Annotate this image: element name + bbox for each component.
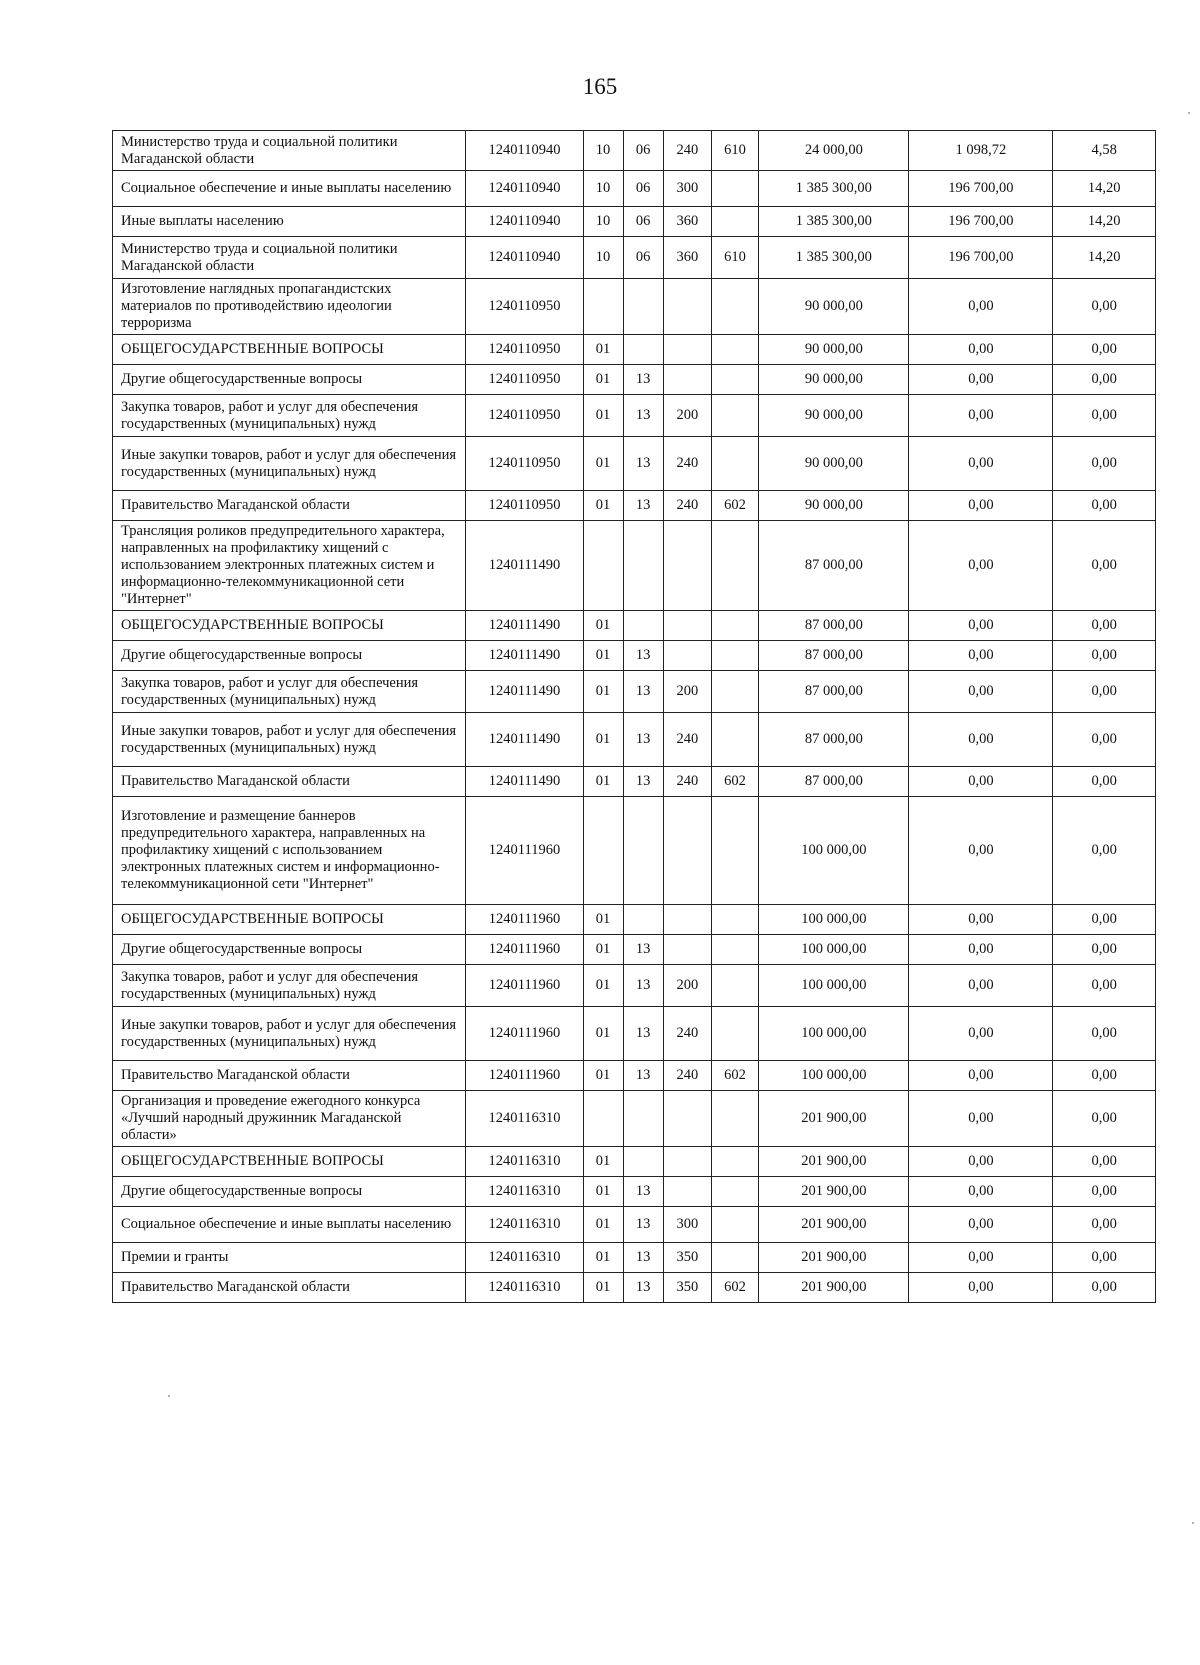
row-subsection-cell xyxy=(623,611,663,641)
row-expense-type-cell: 240 xyxy=(664,437,712,491)
row-fact-amount-cell: 0,00 xyxy=(909,1207,1053,1243)
row-percent-cell: 0,00 xyxy=(1053,935,1156,965)
row-section-cell: 01 xyxy=(583,905,623,935)
row-subsection-cell xyxy=(623,335,663,365)
row-fact-amount-cell: 0,00 xyxy=(909,1177,1053,1207)
row-percent-cell: 0,00 xyxy=(1053,611,1156,641)
row-code-cell: 1240110940 xyxy=(466,207,583,237)
table-row xyxy=(113,131,1156,171)
row-name-cell: Закупка товаров, работ и услуг для обеспечения государственных (муниципальных) нужд xyxy=(113,395,466,437)
row-section-cell: 01 xyxy=(583,611,623,641)
row-name-cell: ОБЩЕГОСУДАРСТВЕННЫЕ ВОПРОСЫ xyxy=(113,905,466,935)
row-grbs-cell xyxy=(711,1147,759,1177)
row-section-cell: 01 xyxy=(583,1061,623,1091)
table-row xyxy=(113,935,1156,965)
row-fact-amount-cell: 1 098,72 xyxy=(909,131,1053,171)
row-code-cell: 1240111960 xyxy=(466,905,583,935)
row-fact-amount-cell: 0,00 xyxy=(909,395,1053,437)
row-plan-amount-cell: 1 385 300,00 xyxy=(759,171,909,207)
row-section-cell: 01 xyxy=(583,1243,623,1273)
row-name-cell: Иные закупки товаров, работ и услуг для обеспечения государственных (муниципальных) нужд xyxy=(113,713,466,767)
row-plan-amount-cell: 87 000,00 xyxy=(759,611,909,641)
row-name-cell: Правительство Магаданской области xyxy=(113,1061,466,1091)
row-grbs-cell xyxy=(711,437,759,491)
row-section-cell xyxy=(583,521,623,611)
row-code-cell: 1240110940 xyxy=(466,131,583,171)
row-subsection-cell: 13 xyxy=(623,1007,663,1061)
page-number: 165 xyxy=(582,74,618,99)
row-subsection-cell: 13 xyxy=(623,965,663,1007)
row-percent-cell: 0,00 xyxy=(1053,905,1156,935)
row-expense-type-cell xyxy=(664,521,712,611)
row-fact-amount-cell: 0,00 xyxy=(909,797,1053,905)
row-plan-amount-cell: 87 000,00 xyxy=(759,713,909,767)
row-subsection-cell: 13 xyxy=(623,767,663,797)
table-row xyxy=(113,671,1156,713)
row-section-cell: 01 xyxy=(583,713,623,767)
row-expense-type-cell xyxy=(664,797,712,905)
row-percent-cell: 0,00 xyxy=(1053,797,1156,905)
row-name-cell: Трансляция роликов предупредительного характера, направленных на профилактику хищений с использованием электронных платежных систем и информационно-телекоммуникационной сети "Интернет" xyxy=(113,521,466,611)
row-expense-type-cell: 200 xyxy=(664,671,712,713)
row-expense-type-cell xyxy=(664,365,712,395)
row-expense-type-cell xyxy=(664,335,712,365)
row-subsection-cell: 13 xyxy=(623,365,663,395)
row-section-cell: 01 xyxy=(583,641,623,671)
row-plan-amount-cell: 100 000,00 xyxy=(759,905,909,935)
table-row xyxy=(113,713,1156,767)
row-code-cell: 1240111490 xyxy=(466,611,583,641)
row-grbs-cell xyxy=(711,641,759,671)
row-plan-amount-cell: 90 000,00 xyxy=(759,279,909,335)
row-name-cell: Другие общегосударственные вопросы xyxy=(113,365,466,395)
row-subsection-cell: 13 xyxy=(623,1061,663,1091)
row-grbs-cell: 602 xyxy=(711,491,759,521)
row-percent-cell: 0,00 xyxy=(1053,1007,1156,1061)
row-section-cell xyxy=(583,279,623,335)
row-grbs-cell xyxy=(711,335,759,365)
row-expense-type-cell: 240 xyxy=(664,491,712,521)
row-percent-cell: 0,00 xyxy=(1053,671,1156,713)
row-percent-cell: 0,00 xyxy=(1053,1091,1156,1147)
row-name-cell: Социальное обеспечение и иные выплаты населению xyxy=(113,1207,466,1243)
row-code-cell: 1240116310 xyxy=(466,1273,583,1303)
row-code-cell: 1240110950 xyxy=(466,491,583,521)
row-name-cell: Министерство труда и социальной политики Магаданской области xyxy=(113,131,466,171)
table-row xyxy=(113,1007,1156,1061)
row-code-cell: 1240110950 xyxy=(466,335,583,365)
row-fact-amount-cell: 196 700,00 xyxy=(909,207,1053,237)
row-code-cell: 1240111490 xyxy=(466,713,583,767)
row-code-cell: 1240110940 xyxy=(466,237,583,279)
row-grbs-cell xyxy=(711,1207,759,1243)
row-subsection-cell: 06 xyxy=(623,131,663,171)
row-fact-amount-cell: 0,00 xyxy=(909,671,1053,713)
row-grbs-cell xyxy=(711,521,759,611)
table-row xyxy=(113,1273,1156,1303)
row-subsection-cell xyxy=(623,1147,663,1177)
scan-speck xyxy=(168,1395,170,1397)
row-subsection-cell xyxy=(623,905,663,935)
row-subsection-cell: 06 xyxy=(623,237,663,279)
row-plan-amount-cell: 90 000,00 xyxy=(759,395,909,437)
row-expense-type-cell xyxy=(664,935,712,965)
row-section-cell: 01 xyxy=(583,1207,623,1243)
row-subsection-cell xyxy=(623,279,663,335)
row-percent-cell: 0,00 xyxy=(1053,279,1156,335)
row-code-cell: 1240110950 xyxy=(466,279,583,335)
row-plan-amount-cell: 90 000,00 xyxy=(759,491,909,521)
row-section-cell: 10 xyxy=(583,207,623,237)
row-subsection-cell: 13 xyxy=(623,1273,663,1303)
row-grbs-cell xyxy=(711,171,759,207)
row-code-cell: 1240110950 xyxy=(466,395,583,437)
row-subsection-cell: 13 xyxy=(623,491,663,521)
row-percent-cell: 0,00 xyxy=(1053,437,1156,491)
row-grbs-cell xyxy=(711,1007,759,1061)
row-expense-type-cell: 240 xyxy=(664,713,712,767)
row-percent-cell: 14,20 xyxy=(1053,171,1156,207)
row-name-cell: Закупка товаров, работ и услуг для обеспечения государственных (муниципальных) нужд xyxy=(113,671,466,713)
row-name-cell: Иные закупки товаров, работ и услуг для обеспечения государственных (муниципальных) нужд xyxy=(113,1007,466,1061)
row-section-cell: 01 xyxy=(583,671,623,713)
row-code-cell: 1240111490 xyxy=(466,521,583,611)
row-section-cell: 01 xyxy=(583,965,623,1007)
row-fact-amount-cell: 0,00 xyxy=(909,905,1053,935)
row-expense-type-cell: 350 xyxy=(664,1273,712,1303)
row-expense-type-cell: 240 xyxy=(664,131,712,171)
table-row xyxy=(113,171,1156,207)
row-plan-amount-cell: 100 000,00 xyxy=(759,1061,909,1091)
row-section-cell: 10 xyxy=(583,171,623,207)
row-grbs-cell xyxy=(711,365,759,395)
row-grbs-cell: 602 xyxy=(711,1273,759,1303)
row-expense-type-cell: 300 xyxy=(664,171,712,207)
row-section-cell: 01 xyxy=(583,1177,623,1207)
row-code-cell: 1240110950 xyxy=(466,365,583,395)
row-fact-amount-cell: 0,00 xyxy=(909,279,1053,335)
row-grbs-cell xyxy=(711,671,759,713)
row-fact-amount-cell: 0,00 xyxy=(909,491,1053,521)
row-code-cell: 1240111960 xyxy=(466,935,583,965)
row-subsection-cell xyxy=(623,521,663,611)
table-row xyxy=(113,767,1156,797)
row-grbs-cell xyxy=(711,279,759,335)
row-code-cell: 1240111490 xyxy=(466,671,583,713)
row-fact-amount-cell: 0,00 xyxy=(909,1007,1053,1061)
row-fact-amount-cell: 0,00 xyxy=(909,641,1053,671)
row-plan-amount-cell: 201 900,00 xyxy=(759,1207,909,1243)
row-code-cell: 1240116310 xyxy=(466,1243,583,1273)
row-grbs-cell: 610 xyxy=(711,237,759,279)
row-section-cell: 10 xyxy=(583,131,623,171)
scan-speck xyxy=(1188,112,1190,114)
row-fact-amount-cell: 0,00 xyxy=(909,1243,1053,1273)
row-subsection-cell: 13 xyxy=(623,395,663,437)
row-fact-amount-cell: 0,00 xyxy=(909,1091,1053,1147)
row-percent-cell: 0,00 xyxy=(1053,713,1156,767)
row-section-cell: 01 xyxy=(583,1147,623,1177)
row-name-cell: Иные выплаты населению xyxy=(113,207,466,237)
table-row xyxy=(113,395,1156,437)
row-expense-type-cell: 240 xyxy=(664,1007,712,1061)
row-plan-amount-cell: 201 900,00 xyxy=(759,1177,909,1207)
row-grbs-cell xyxy=(711,905,759,935)
row-percent-cell: 0,00 xyxy=(1053,767,1156,797)
row-subsection-cell: 13 xyxy=(623,1177,663,1207)
row-name-cell: Правительство Магаданской области xyxy=(113,491,466,521)
row-plan-amount-cell: 90 000,00 xyxy=(759,365,909,395)
row-plan-amount-cell: 87 000,00 xyxy=(759,521,909,611)
row-section-cell: 01 xyxy=(583,335,623,365)
row-grbs-cell: 602 xyxy=(711,767,759,797)
row-percent-cell: 0,00 xyxy=(1053,965,1156,1007)
row-percent-cell: 0,00 xyxy=(1053,1273,1156,1303)
row-fact-amount-cell: 0,00 xyxy=(909,335,1053,365)
row-grbs-cell xyxy=(711,611,759,641)
table-row xyxy=(113,279,1156,335)
table-row xyxy=(113,1177,1156,1207)
row-percent-cell: 0,00 xyxy=(1053,1061,1156,1091)
row-percent-cell: 0,00 xyxy=(1053,365,1156,395)
row-section-cell: 01 xyxy=(583,365,623,395)
scan-speck xyxy=(1192,1522,1194,1524)
row-expense-type-cell: 200 xyxy=(664,965,712,1007)
table-row xyxy=(113,491,1156,521)
row-code-cell: 1240116310 xyxy=(466,1207,583,1243)
row-name-cell: Изготовление и размещение баннеров предупредительного характера, направленных на профилактику хищений с использованием электронных платежных систем и информационно-телекоммуникационной сети "Интернет" xyxy=(113,797,466,905)
row-name-cell: ОБЩЕГОСУДАРСТВЕННЫЕ ВОПРОСЫ xyxy=(113,1147,466,1177)
row-plan-amount-cell: 1 385 300,00 xyxy=(759,237,909,279)
budget-table xyxy=(112,130,1156,1303)
row-expense-type-cell: 240 xyxy=(664,1061,712,1091)
row-percent-cell: 0,00 xyxy=(1053,1243,1156,1273)
row-fact-amount-cell: 0,00 xyxy=(909,1147,1053,1177)
row-grbs-cell xyxy=(711,395,759,437)
row-name-cell: Другие общегосударственные вопросы xyxy=(113,641,466,671)
row-percent-cell: 0,00 xyxy=(1053,1177,1156,1207)
row-section-cell: 01 xyxy=(583,437,623,491)
row-fact-amount-cell: 0,00 xyxy=(909,1273,1053,1303)
row-name-cell: Правительство Магаданской области xyxy=(113,767,466,797)
row-grbs-cell xyxy=(711,1091,759,1147)
row-fact-amount-cell: 196 700,00 xyxy=(909,237,1053,279)
row-grbs-cell xyxy=(711,1243,759,1273)
table-row xyxy=(113,237,1156,279)
row-fact-amount-cell: 0,00 xyxy=(909,935,1053,965)
table-row xyxy=(113,1207,1156,1243)
row-section-cell: 01 xyxy=(583,767,623,797)
table-row xyxy=(113,1243,1156,1273)
row-fact-amount-cell: 0,00 xyxy=(909,521,1053,611)
row-plan-amount-cell: 24 000,00 xyxy=(759,131,909,171)
row-grbs-cell xyxy=(711,965,759,1007)
table-row xyxy=(113,207,1156,237)
row-name-cell: Иные закупки товаров, работ и услуг для обеспечения государственных (муниципальных) нужд xyxy=(113,437,466,491)
row-section-cell: 01 xyxy=(583,935,623,965)
row-code-cell: 1240110950 xyxy=(466,437,583,491)
row-section-cell: 01 xyxy=(583,491,623,521)
row-grbs-cell xyxy=(711,935,759,965)
table-row xyxy=(113,797,1156,905)
row-plan-amount-cell: 100 000,00 xyxy=(759,935,909,965)
row-section-cell: 10 xyxy=(583,237,623,279)
row-section-cell: 01 xyxy=(583,395,623,437)
row-plan-amount-cell: 201 900,00 xyxy=(759,1147,909,1177)
row-name-cell: Закупка товаров, работ и услуг для обеспечения государственных (муниципальных) нужд xyxy=(113,965,466,1007)
row-subsection-cell: 06 xyxy=(623,207,663,237)
row-name-cell: ОБЩЕГОСУДАРСТВЕННЫЕ ВОПРОСЫ xyxy=(113,611,466,641)
row-code-cell: 1240111960 xyxy=(466,1007,583,1061)
row-percent-cell: 0,00 xyxy=(1053,1207,1156,1243)
table-row xyxy=(113,521,1156,611)
row-fact-amount-cell: 0,00 xyxy=(909,1061,1053,1091)
row-percent-cell: 0,00 xyxy=(1053,641,1156,671)
row-code-cell: 1240116310 xyxy=(466,1177,583,1207)
row-grbs-cell: 610 xyxy=(711,131,759,171)
row-expense-type-cell xyxy=(664,641,712,671)
row-plan-amount-cell: 87 000,00 xyxy=(759,767,909,797)
table-row xyxy=(113,365,1156,395)
row-percent-cell: 0,00 xyxy=(1053,521,1156,611)
row-expense-type-cell xyxy=(664,611,712,641)
row-section-cell xyxy=(583,1091,623,1147)
row-plan-amount-cell: 1 385 300,00 xyxy=(759,207,909,237)
row-plan-amount-cell: 100 000,00 xyxy=(759,1007,909,1061)
row-expense-type-cell: 240 xyxy=(664,767,712,797)
row-code-cell: 1240111960 xyxy=(466,1061,583,1091)
row-plan-amount-cell: 87 000,00 xyxy=(759,641,909,671)
row-section-cell: 01 xyxy=(583,1007,623,1061)
row-plan-amount-cell: 100 000,00 xyxy=(759,965,909,1007)
row-expense-type-cell xyxy=(664,1177,712,1207)
row-fact-amount-cell: 0,00 xyxy=(909,767,1053,797)
row-name-cell: Изготовление наглядных пропагандистских материалов по противодействию идеологии терроризма xyxy=(113,279,466,335)
row-percent-cell: 14,20 xyxy=(1053,237,1156,279)
row-code-cell: 1240111960 xyxy=(466,965,583,1007)
table-row xyxy=(113,641,1156,671)
table-row xyxy=(113,1061,1156,1091)
row-percent-cell: 0,00 xyxy=(1053,335,1156,365)
row-subsection-cell xyxy=(623,797,663,905)
row-expense-type-cell: 360 xyxy=(664,237,712,279)
table-row xyxy=(113,335,1156,365)
row-fact-amount-cell: 0,00 xyxy=(909,611,1053,641)
row-percent-cell: 0,00 xyxy=(1053,491,1156,521)
row-name-cell: Другие общегосударственные вопросы xyxy=(113,935,466,965)
row-expense-type-cell: 200 xyxy=(664,395,712,437)
row-fact-amount-cell: 0,00 xyxy=(909,713,1053,767)
row-expense-type-cell xyxy=(664,1147,712,1177)
row-name-cell: Премии и гранты xyxy=(113,1243,466,1273)
row-expense-type-cell: 350 xyxy=(664,1243,712,1273)
table-row xyxy=(113,1091,1156,1147)
row-plan-amount-cell: 201 900,00 xyxy=(759,1273,909,1303)
row-plan-amount-cell: 201 900,00 xyxy=(759,1243,909,1273)
row-name-cell: Другие общегосударственные вопросы xyxy=(113,1177,466,1207)
row-name-cell: Правительство Магаданской области xyxy=(113,1273,466,1303)
row-plan-amount-cell: 87 000,00 xyxy=(759,671,909,713)
table-row xyxy=(113,905,1156,935)
row-code-cell: 1240111960 xyxy=(466,797,583,905)
row-name-cell: ОБЩЕГОСУДАРСТВЕННЫЕ ВОПРОСЫ xyxy=(113,335,466,365)
row-percent-cell: 4,58 xyxy=(1053,131,1156,171)
row-name-cell: Социальное обеспечение и иные выплаты населению xyxy=(113,171,466,207)
row-subsection-cell: 06 xyxy=(623,171,663,207)
row-percent-cell: 14,20 xyxy=(1053,207,1156,237)
row-subsection-cell: 13 xyxy=(623,1243,663,1273)
table-row xyxy=(113,965,1156,1007)
row-subsection-cell: 13 xyxy=(623,641,663,671)
row-grbs-cell xyxy=(711,713,759,767)
table-row xyxy=(113,437,1156,491)
row-plan-amount-cell: 90 000,00 xyxy=(759,437,909,491)
row-code-cell: 1240116310 xyxy=(466,1147,583,1177)
row-expense-type-cell xyxy=(664,279,712,335)
row-plan-amount-cell: 100 000,00 xyxy=(759,797,909,905)
row-subsection-cell: 13 xyxy=(623,671,663,713)
row-subsection-cell: 13 xyxy=(623,437,663,491)
row-fact-amount-cell: 0,00 xyxy=(909,437,1053,491)
row-expense-type-cell: 360 xyxy=(664,207,712,237)
row-expense-type-cell: 300 xyxy=(664,1207,712,1243)
row-section-cell xyxy=(583,797,623,905)
row-subsection-cell xyxy=(623,1091,663,1147)
budget-table-body xyxy=(113,131,1156,1303)
row-code-cell: 1240111490 xyxy=(466,641,583,671)
row-subsection-cell: 13 xyxy=(623,1207,663,1243)
row-code-cell: 1240111490 xyxy=(466,767,583,797)
row-subsection-cell: 13 xyxy=(623,935,663,965)
row-code-cell: 1240116310 xyxy=(466,1091,583,1147)
row-percent-cell: 0,00 xyxy=(1053,395,1156,437)
row-name-cell: Министерство труда и социальной политики Магаданской области xyxy=(113,237,466,279)
row-plan-amount-cell: 90 000,00 xyxy=(759,335,909,365)
row-fact-amount-cell: 0,00 xyxy=(909,965,1053,1007)
row-fact-amount-cell: 0,00 xyxy=(909,365,1053,395)
row-plan-amount-cell: 201 900,00 xyxy=(759,1091,909,1147)
row-grbs-cell xyxy=(711,797,759,905)
row-expense-type-cell xyxy=(664,905,712,935)
row-grbs-cell: 602 xyxy=(711,1061,759,1091)
row-grbs-cell xyxy=(711,1177,759,1207)
row-name-cell: Организация и проведение ежегодного конкурса «Лучший народный дружинник Магаданской области» xyxy=(113,1091,466,1147)
row-code-cell: 1240110940 xyxy=(466,171,583,207)
row-percent-cell: 0,00 xyxy=(1053,1147,1156,1177)
row-grbs-cell xyxy=(711,207,759,237)
row-fact-amount-cell: 196 700,00 xyxy=(909,171,1053,207)
row-subsection-cell: 13 xyxy=(623,713,663,767)
table-row xyxy=(113,611,1156,641)
row-section-cell: 01 xyxy=(583,1273,623,1303)
row-expense-type-cell xyxy=(664,1091,712,1147)
table-row xyxy=(113,1147,1156,1177)
